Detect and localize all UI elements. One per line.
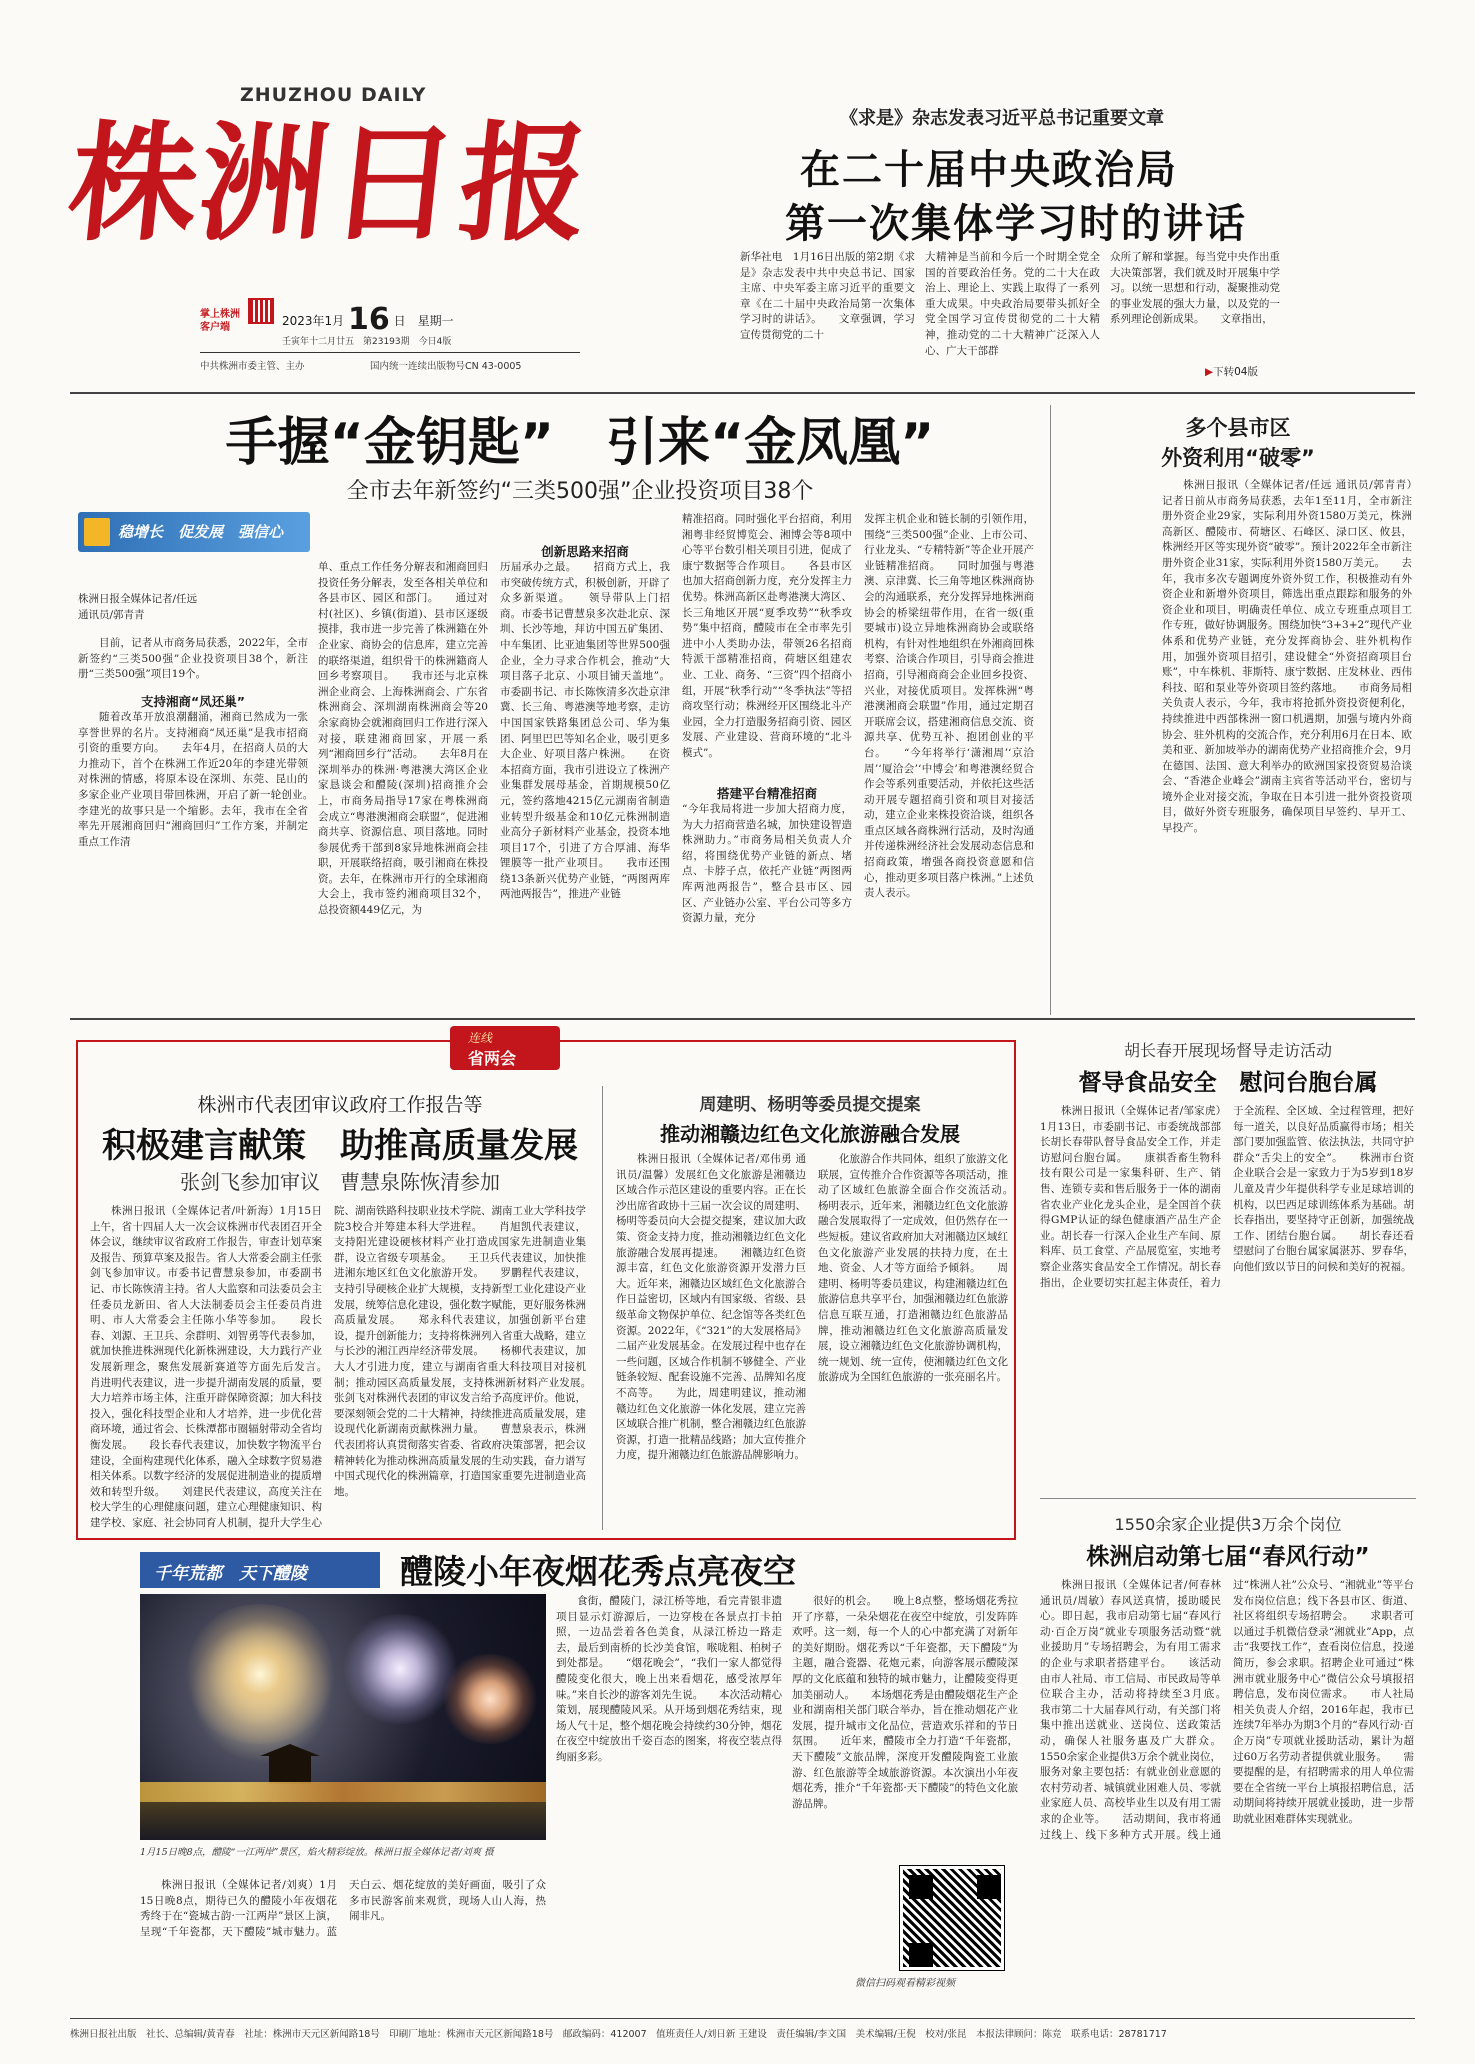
app-label-line2: 客户端 (200, 322, 230, 333)
sidebar1-body: 株洲日报讯（全媒体记者/任远 通讯员/郭青青） 记者日前从市商务局获悉，去年1至11月，全市新注册外资企业29家，实际利用外资1580万美元，株洲高新区、醴陵市、荷塘区、石峰区、渌口区、攸县，株洲经开区等实现外资“破零”。预计2022年全市新注册外资企业31家，实际利用外资1580万美元。 去年，我市多次专题调度外资外贸工作，积极推动有外资企业和新增外资项目，筛选出重点跟踪和服务的外资企业和项目，明确责任单位、成立专班重点项目工作专班，做好协调服务。围绕加快“3+3+2”现代产业体系和优势产业链，充分发挥商协会、驻外机构作用，加强外资项目招引，建设健全“外资招商项目台账”，中车株机、菲斯特、康宁数据、庄发林业、西伟科技、昭和泵业等外资项目签约落地。 市商务局相关负责人表示，今年，我市将抢抓外资投资便利化，持续推进中西部株洲一窗口机遇期，加强与境内外商协会、驻外机构的交流合作，充分利用6月在日本、欧美和亚、新加坡举办的湖南优势产业招商推介会，9月在德国、法国、意大利举办的欧洲国家投资贸易洽谈会、“香港企业峰会”湖南主宾省等活动平台，密切与境外企业对接交流，争取在日本引进一批外资投资项目，做好外资专班服务，确保项目早签约、早开工、早投产。 (1162, 479, 1412, 835)
jump-arrow-icon: ▶ (1205, 366, 1214, 378)
lead-banner-text: 稳增长 促发展 强信心 (118, 523, 284, 541)
npc-subhead: 张剑飞参加审议 曹慧泉陈恢清参加 (180, 1170, 500, 1194)
date-day: 16 (348, 302, 390, 337)
redtour-col-1: 株洲日报讯（全媒体记者/邓伟勇 通讯员/温馨）发展红色文化旅游是湘赣边区域合作示范区建设的重要内容。正在长沙出席省政协十三届一次会议的周建明、杨明等委员向大会提交提案，建议加大政策、资金支持力度，推动湘赣边红色文化旅游融合发展再提速。 湘赣边红色资源丰富，红色文化旅游资源开发潜力巨大。近年来，湘赣边区域红色文化旅游合作日益密切，区域内有国家级、省级、县级革命文物保护单位、纪念馆等各类红色资源。2022年，《“321”的大发展格局》二届产业发展基金。在发展过程中也存在一些问题，区域合作机制不够健全、产业链条较短、配套设施不完善、品牌知名度不高等。 为此，周建明建议，推动湘赣边红色文化旅游一体化发展，建立完善区域联合推广机制，整合湘赣边红色旅游资源，打造一批精品线路；加大宣传推介力度，提升湘赣边红色旅游品牌影响力。 (616, 1153, 806, 1462)
fireworks-banner-text: 千年荒都 天下醴陵 (154, 1564, 307, 1584)
lead-story-subhead: 全市去年新签约“三类500强”企业投资项目38个 (346, 479, 814, 504)
date-year: 2023年1月 (282, 314, 345, 328)
lead-col-2: 单、重点工作任务分解表和湘商回归投资任务分解表，发至各相关单位和各县市区、园区和部门。 通过对村(社区)、乡镇(街道)、县市区逐级摸排，我市进一步完善了株洲籍在外企业家、商协会的信息库，建立完善的联络渠道，组织骨干的株洲籍商人回乡考察项目。 我市还与北京株洲企业商会、上海株洲商会、广东省株洲商会、深圳湖南株洲商会等20余家商协会就湘商回归工作进行深入对接，联建湘商回家，开展一系列“湘商回乡行”活动。 去年8月在深圳举办的株洲·粤港澳大湾区企业家恳谈会和醴陵(深圳)招商推介会上，市商务局指导17家在粤株洲商会成立“粤港澳湘商会联盟”，促进湘商共享、资源信息、项目落地。同时参展优秀干部到8家异地株洲商会挂职，开展联络招商，吸引湘商在株投资。去年，在株洲市开行的全球湘商大会上，我市签约湘商项目32个，总投资额449亿元，为 (318, 561, 488, 917)
app-qr-code[interactable] (248, 298, 274, 324)
pavilion-silhouette (260, 1744, 320, 1784)
fireworks-headline: 醴陵小年夜烟花秀点亮夜空 (400, 1552, 796, 1591)
masthead-english: ZHUZHOU DAILY (240, 84, 427, 106)
lead-banner (78, 512, 310, 552)
food-body: 株洲日报讯（全媒体记者/邹家虎）1月13日，市委副书记、市委统战部部长胡长春带队督导食品安全工作，并走访慰问台胞台属。 康祺香畜生物科技有限公司是一家集科研、生产、销售、连锁专卖和售后服务于一体的湖南省农业产业化龙头企业，是全国首个获得GMP认证的绿色健康酒产品生产企业。胡长春一行深入企业生产车间、原料库、员工食堂、产品展览室，实地考察企业落实食品安全工作情况。胡长春指出，企业要切实扛起主体责任，着力于全流程、全区域、全过程管理，把好每一道关，以良好品质赢得市场；相关部门要加强监管、依法执法，共同守护群众“舌尖上的安全”。 株洲市台资企业联合会是一家致力于为5岁到18岁儿童及青少年提供科学专业足球培训的机构，以巴西足球训练体系为基础。胡长春指出，要坚持守正创新，加强统战工作、团结台胞台属。 胡长春还看望慰问了台胞台属家属湛苏、罗春华，向他们致以节日的问候和美好的祝福。 (1040, 1105, 1414, 1289)
npc-tag-line1: 连线 (468, 1031, 493, 1045)
city-lights (140, 1782, 546, 1802)
npc-col-1: 株洲日报讯（全媒体记者/叶新海）1月15日上午，省十四届人大一次会议株洲市代表团召开全体会议，继续审议省政府工作报告，审查计划草案及报告、预算草案及报告。省人大常委会副主任张剑飞参加审议。市委书记曹慧泉参加，市委副书记、市长陈恢清主持。省人大监察和司法委员会主任委员龙新田、省人大法制委员会主任委员肖进明、市人大常委会主任陈小华等参加。 段长春、刘源、王卫兵、余群明、刘智勇等代表参加，就加快推进株洲现代化新株洲建设，大力践行产业发展新理念，聚焦发展新赛道等方面先后发言。 肖进明代表建议，进一步提升湖南发展的质量，要大力培养市场主体，注重开辟保障资源；加大科技投入，强化科技型企业和人才培养，进一步优化营商环境，通过省会、长株潭都市圈辐射带动全省均衡发展。 段长春代表建议，加快数字物流平台建设，全面构建现代化体系，融入全球数字贸易港相关体系。以数字经济的发展促进制造业的提质增效和转型升级。 刘建民代表建议，高度关注在校大学生的心理健康问题，建立心理健康知识、构建学校、家庭、社会协同育人机制，提升大学生心 (90, 1205, 322, 1529)
lead-subtitle-3: 搭建平台精准招商 (716, 786, 817, 801)
food-headline: 督导食品安全 慰问台胞台属 (1078, 1070, 1378, 1096)
sidebar1-title-2: 外资利用“破零” (1161, 446, 1315, 470)
lead-col-3: 历届承办之最。 招商方式上，我市突破传统方式，积极创新，开辟了众多新渠道。 领导带队上门招商。市委书记曹慧泉多次赴北京、深圳、长沙等地，拜访中国五矿集团、中车集团、比亚迪集团等世界500强企业，全力寻求合作机会，推动“大项目落子北京、小项目铺天盖地”。市委副书记、市长陈恢清多次赴京津冀、长三角、粤港澳等地考察，走访中国国家铁路集团总公司、华为集团、阿里巴巴等知名企业，吸引更多大企业、好项目落户株洲。 在资本招商方面，我市引进设立了株洲产业集群发展母基金，首期规模50亿元，签约落地4215亿元湖南省制造业转型升级基金和10亿元株洲制造业高分子新材料产业基金，投资本地项目17个，引进了方合厚浦、海华锂膜等一批产业项目。 我市还围绕13条新兴优势产业链，“两图两库两池两报告”，推进产业链 (500, 561, 670, 901)
spring-kicker: 1550余家企业提供3万余个岗位 (1114, 1515, 1342, 1534)
top-story-kicker: 《求是》杂志发表习近平总书记重要文章 (840, 108, 1164, 129)
fireworks-banner (140, 1552, 380, 1588)
lead-story-headline: 手握“金钥匙” 引来“金凤凰” (225, 413, 935, 473)
redtour-headline: 推动湘赣边红色文化旅游融合发展 (660, 1122, 960, 1146)
masthead (62, 70, 600, 400)
lead-col-5: 发挥主机企业和链长制的引领作用，围绕“三类500强”企业、上市公司、行业龙头、“专精特新”等企业开展产业链精准招商。 同时加强与粤港澳、京津冀、长三角等地区株洲商协会的沟通联系，充分发挥异地株洲商协会的桥梁纽带作用，在省一级(重要城市)设立异地株洲商协会或联络机构，有针对性地组织在外湘商回株考察、洽谈合作项目，引导商会推进招商，引导湘商商会企业回乡投资、兴业，对接优质项目。发挥株洲“粤港澳湘商会联盟”作用，通过定期召开联席会议，搭建湘商信息交流、资源共享、优势互补、抱团创业的平台。 “今年将举行‘潇湘周’‘京洽周’‘厦洽会’‘中博会’和粤港澳经贸合作会等系列重要活动，并依托这些活动开展专题招商引资和项目对接活动，建立企业来株投资洽谈，组织各重点区域各商株洲行活动，及时沟通并传递株洲经济社会发展动态信息和招商政策，增强各商投资意愿和信心，推动更多项目落户株洲。”上述负责人表示。 (864, 513, 1034, 900)
npc-tag (450, 1026, 560, 1070)
fireworks-caption: 1月15日晚8点，醴陵“一江两岸”景区，焰火精彩绽放。株洲日报全媒体记者/刘爽 摄 (140, 1847, 494, 1858)
spring-body: 株洲日报讯（全媒体记者/何春林 通讯员/周敏）春风送真情，援助暖民心。即日起，我市启动第七届“春风行动·百企万岗”就业专项服务活动暨“就业援助月”专场招聘会，为有用工需求的企业与求职者搭建平台。 该活动由市人社局、市工信局、市民政局等单位联合主办，活动将持续至3月底。 我市第二十大届春风行动，有关部门将集中推出送就业、送岗位、送政策活动，确保人社服务惠及广大群众。1550余家企业提供3万余个就业岗位，服务对象主要包括：有就业创业意愿的农村劳动者、城镇就业困难人员、零就业家庭人员、高校毕业生以及有用工需求的企业等。 活动期间，我市将通过线上、线下多种方式开展。线上通过“株洲人社”公众号、“湘就业”等平台发布岗位信息；线下各县市区、街道、社区将组织专场招聘会。 求职者可以通过手机微信登录“湘就业”App，点击“我要找工作”，查看岗位信息，投递简历，参会求职。招聘企业可通过“株洲市就业服务中心”微信公众号填报招聘信息，发布岗位需求。 市人社局相关负责人介绍，2016年起，我市已连续7年举办为期3个月的“春风行动·百企万岗”专项就业援助活动，累计为超过60万名劳动者提供就业服务。 需要提醒的是，有招聘需求的用人单位需要在全省统一平台上填报招聘信息，活动期间将持续开展就业援助，进一步帮助就业困难群体实现就业。 (1040, 1579, 1414, 1841)
top-story-col-2: 大精神是当前和今后一个时期全党全国的首要政治任务。党的二十大在政治上、理论上、实践上取得了一系列重大成果。中央政治局要带头抓好全党全国学习宣传贯彻党的二十大精神，推动党的二十大精神广泛深入人心、广大干部群 (925, 251, 1100, 357)
redtour-col-2: 化旅游合作共同体，组织了旅游文化联展，宣传推介合作资源等各项活动，推动了区域红色旅游全面合作交流活动。 杨明表示，近年来，湘赣边红色文化旅游融合发展取得了一定成效，但仍然存在一些短板。建议省政府加大对湘赣边区域红色文化旅游产业发展的扶持力度，在土地、资金、人才等方面给予倾斜。 周建明、杨明等委员建议，构建湘赣边红色旅游信息共享平台，加强湘赣边红色旅游信息互联互通，打造湘赣边红色旅游品牌，推动湘赣边红色文化旅游高质量发展，设立湘赣边红色文化旅游协调机构，统一规划、统一宣传，使湘赣边红色文化旅游成为全国红色旅游的一张亮丽名片。 (818, 1153, 1008, 1384)
redtour-kicker: 周建明、杨明等委员提交提案 (699, 1095, 921, 1115)
top-story-jump[interactable] (1205, 364, 1258, 379)
date-suffix: 日 星期一 (393, 314, 454, 328)
top-story-headline-1: 在二十届中央政治局 (800, 147, 1178, 193)
fireworks-qr-code[interactable] (900, 1866, 1004, 1970)
npc-headline: 积极建言献策 助推高质量发展 (102, 1126, 578, 1166)
firework-burst-1 (180, 1604, 340, 1744)
fireworks-photo (140, 1594, 546, 1840)
lead-col-4b: “今年我局将进一步加大招商力度，为大力招商营造名城，加快建设智造株洲助力。”市商务局相关负责人介绍，将围绕优势产业链的新点、堵点、卡脖子点，依托产业链“两图两库两池两报告”，整合县市区、园区、产业链办公室、平台公司等多方资源力量，充分 (682, 803, 852, 925)
lunar-date: 壬寅年十二月廿五 第23193期 今日4版 (282, 337, 452, 347)
food-kicker: 胡长春开展现场督导走访活动 (1123, 1041, 1332, 1060)
top-story-col-3: 众所了解和掌握。每当党中央作出重大决策部署，我们就及时开展集中学习。以统一思想和行动，凝聚推动党的事业发展的强大力量，以及党的一系列理论创新成果。 文章指出， (1110, 251, 1280, 326)
fireworks-col-3: 很好的机会。 晚上8点整，整场烟花秀拉开了序幕，一朵朵烟花在夜空中绽放，引发阵阵欢呼。这一刻，每一个人的心中都充满了对新年的美好期盼。烟花秀以“千年瓷都，天下醴陵”为主题，融合瓷器、花炮元素，向游客展示醴陵深厚的文化底蕴和独特的城市魅力，让醴陵变得更加美丽动人。 本场烟花秀是由醴陵烟花生产企业和湖南相关部门联合举办，旨在推动烟花产业发展，提升城市文化品位，营造欢乐祥和的节日氛围。 近年来，醴陵市全力打造“千年瓷都，天下醴陵”文旅品牌，深度开发醴陵陶瓷工业旅游、红色旅游等全域旅游资源。本次演出小年夜烟花秀，推介“千年瓷都·天下醴陵”的特色文化旅游品牌。 (792, 1595, 1018, 1810)
lead-subtitle-1: 支持湘商“凤还巢” (141, 694, 245, 709)
lead-banner-icon (84, 518, 110, 546)
lead-col-1a: 目前，记者从市商务局获悉，2022年，全市新签约“三类500强”企业投资项目38个，新注册“三类500强”项目19个。 (78, 637, 308, 681)
top-story-headline-2: 第一次集体学习时的讲话 (785, 201, 1247, 247)
sponsor: 中共株洲市委主管、主办 (200, 361, 305, 372)
river-reflection (140, 1802, 546, 1840)
top-story-col-1: 新华社电 1月16日出版的第2期《求是》杂志发表中共中央总书记、国家主席、中央军委主席习近平的重要文章《在二十届中央政治局第一次集体学习时的讲话》。 文章强调，学习宣传贯彻党的二十 (740, 251, 915, 341)
footer-info: 株洲日报社出版 社长、总编辑/黄青春 社址：株洲市天元区新闻路18号 印刷厂地址：株洲市天元区新闻路18号 邮政编码：412007 值班责任人/刘日新 王建设 责任编辑/李文国 美术编辑/王倪 校对/张昆 本报法律顾问：陈竞 联系电话：28781717 (70, 2029, 1167, 2040)
npc-kicker: 株洲市代表团审议政府工作报告等 (197, 1094, 483, 1116)
lead-subtitle-2: 创新思路来招商 (541, 544, 629, 559)
jump-label: 下转04版 (1213, 366, 1258, 378)
lead-byline: 株洲日报全媒体记者/任远 通讯员/郭青青 (78, 593, 198, 621)
masthead-chinese: 株洲日报 (62, 109, 598, 259)
fireworks-col-1: 株洲日报讯（全媒体记者/刘爽）1月15日晚8点，期待已久的醴陵小年夜烟花秀终于在“瓷城古韵·一江两岸”景区上演，呈现“千年瓷都，天下醴陵”城市魅力。蓝天白云、烟花绽放的美好画面，吸引了众多市民游客前来观赏，现场人山人海，热闹非凡。 (140, 1879, 546, 1938)
app-label-line1: 掌上株洲 (200, 309, 240, 320)
lead-col-1b: 随着改革开放浪潮翻涌，湘商已然成为一张享誉世界的名片。支持湘商“凤还巢”是我市招商引资的重要方向。 去年4月，在招商人员的大力推动下，首个在株洲工作近20年的李建光带领对株洲的情感，将原本设在深圳、东莞、昆山的多家企业产业项目带回株洲，开启了新一轮创业。 李建光的故事只是一个缩影。去年，我市在全省率先开展湘商回归“湘商回归”工作方案，并制定重点工作清 (78, 711, 308, 848)
issue-date (282, 302, 454, 337)
fireworks-qr-caption: 微信扫码观看精彩视频 (855, 1978, 955, 1989)
spring-headline: 株洲启动第七届“春风行动” (1086, 1544, 1370, 1570)
npc-tag-line2: 省两会 (468, 1049, 517, 1068)
fireworks-col-2: 食街，醴陵门，渌江桥等地，看完青银非遗项目显示灯游源后，一边穿梭在各景点打卡拍照，一边品尝着各色美食，从渌江桥边一路走去，最后到南桥的长沙美食馆，喉咙粗、柏树子到处都是。 “烟花晚会”，“我们一家人都觉得醴陵变化很大，晚上出来看烟花，感受浓厚年味。”来自长沙的游客刘先生说。 本次活动精心策划，展现醴陵风采。从开场到烟花秀结束，现场人气十足，整个烟花晚会持续约30分钟，烟花在夜空中绽放出千姿百态的图案，将夜空装点得绚丽多彩。 (556, 1595, 782, 1763)
npc-col-2: 院、湖南铁路科技职业技术学院、湖南工业大学科技学院3校合并筹建本科大学进程。 肖旭凯代表建议，支持阳光建设硬核材料产业打造成国家先进制造业集群，设立省级专项基金。 王卫兵代表建议，加快推进湘东地区红色文化旅游开发。 罗鹏程代表建议，支持引导硬核企业扩大规模，支持新型工业化建设产业发展，统筹信息化建设，强化数字赋能，更好服务株洲高质量发展。 郑永科代表建议，加强创新平台建设，提升创新能力；支持将株洲列入省重大战略，建立与长沙的湘江西岸经济带发展。 杨柳代表建议，加大人才引进力度，建立与湖南省重大科技项目对接机制；推动园区高质量发展，支持株洲新材料产业发展。 张剑飞对株洲代表团的审议发言给予高度评价。他说，要深刻领会党的二十大精神，持续推进高质量发展，建设现代化新湖南贡献株洲力量。 曹慧泉表示，株洲代表团将认真贯彻落实省委、省政府决策部署，把会议精神转化为推动株洲高质量发展的生动实践，奋力谱写中国式现代化的株洲篇章，打造国家重要先进制造业高地。 (334, 1205, 586, 1498)
firework-burst-3 (440, 1654, 540, 1744)
lead-col-4: 精准招商。同时强化平台招商，利用湘粤非经贸博览会、湘博会等8项中心等平台数引相关项目引进，促成了康宁数据等合作项目。 各县市区也加大招商创新力度，充分发挥主力优势。株洲高新区赴粤港澳大湾区、长三角地区开展“夏季攻势”“秋季攻势”集中招商，醴陵市在全市率先引进中小人类助办法，带领26名招商特派干部精准招商，荷塘区组建农业、工业、商务、“三资”四个招商小组，开展“秋季行动”“冬季执法”等招商攻坚行动；株洲经开区围绕北斗产业园，全力打造服务招商引资、园区发展、产业建设、营商环境的“北斗模式”。 (682, 513, 852, 759)
cn-number: 国内统一连续出版物号CN 43-0005 (370, 361, 522, 372)
sidebar1-title-1: 多个县市区 (1185, 416, 1291, 440)
app-label (200, 308, 240, 334)
